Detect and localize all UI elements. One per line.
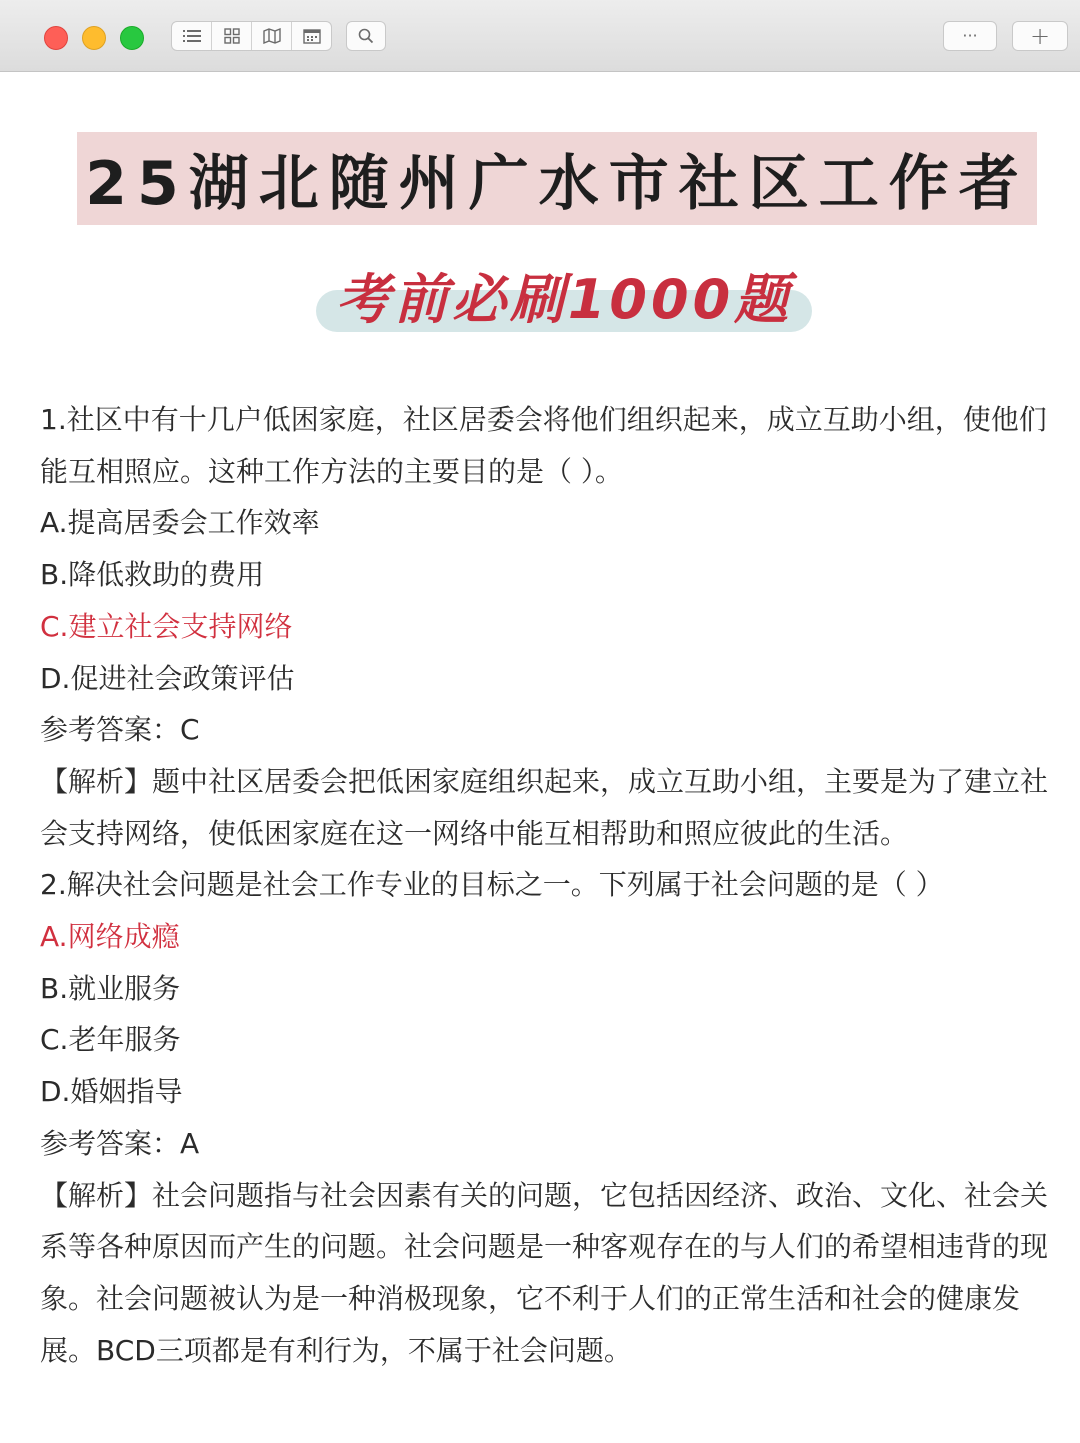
calendar-view-button[interactable] — [292, 22, 331, 50]
plus-icon: + — [1029, 22, 1051, 50]
map-view-button[interactable] — [252, 22, 292, 50]
reference-answer: 参考答案：A — [40, 1126, 200, 1160]
option-c: C.老年服务 — [40, 1023, 181, 1057]
analysis: 【解析】社会问题指与社会因素有关的问题，它包括因经济、政治、文化、社会关系等各种原因而产生的问题。社会问题是一种客观存在的与人们的希望相违背的现象。社会问题被认为是一种消极现象，它不利于人们的正常生活和社会的健康发展。BCD三项都是有利行为，不属于社会问题。 — [40, 1178, 1049, 1367]
search-icon — [358, 28, 374, 44]
option-d: D.促进社会政策评估 — [40, 661, 295, 695]
question-2 — [40, 859, 1050, 1376]
analysis: 【解析】题中社区居委会把低困家庭组织起来，成立互助小组，主要是为了建立社会支持网络，使低困家庭在这一网络中能互相帮助和照应彼此的生活。 — [40, 764, 1049, 850]
question-1 — [40, 394, 1050, 859]
question-list — [40, 394, 1050, 1376]
more-button[interactable] — [943, 21, 997, 51]
grid-icon — [224, 28, 240, 44]
reference-answer: 参考答案：C — [40, 713, 200, 747]
list-view-button[interactable] — [172, 22, 212, 50]
window-toolbar — [0, 0, 1080, 72]
option-a-correct: A.网络成瘾 — [40, 920, 180, 954]
view-mode-segmented-control — [171, 21, 332, 51]
question-stem: 2.解决社会问题是社会工作专业的目标之一。下列属于社会问题的是（ ） — [40, 868, 944, 902]
search-button[interactable] — [346, 21, 386, 51]
option-b: B.就业服务 — [40, 971, 181, 1005]
list-icon — [183, 29, 201, 43]
option-d: D.婚姻指导 — [40, 1075, 183, 1109]
question-stem: 1.社区中有十几户低困家庭，社区居委会将他们组织起来，成立互助小组，使他们能互相照应。这种工作方法的主要目的是（ ）。 — [40, 403, 1047, 488]
page-title: 25湖北随州广水市社区工作者 — [85, 148, 1029, 219]
page-subtitle: 考前必刷1000题 — [335, 267, 793, 331]
more-icon: ··· — [962, 26, 978, 45]
zoom-window-button[interactable] — [120, 26, 144, 50]
option-b: B.降低救助的费用 — [40, 558, 265, 592]
close-window-button[interactable] — [44, 26, 68, 50]
map-icon — [263, 28, 281, 44]
new-item-button[interactable] — [1012, 21, 1068, 51]
option-a: A.提高居委会工作效率 — [40, 506, 320, 540]
minimize-window-button[interactable] — [82, 26, 106, 50]
grid-view-button[interactable] — [212, 22, 252, 50]
option-c-correct: C.建立社会支持网络 — [40, 609, 293, 643]
calendar-icon — [303, 28, 321, 44]
